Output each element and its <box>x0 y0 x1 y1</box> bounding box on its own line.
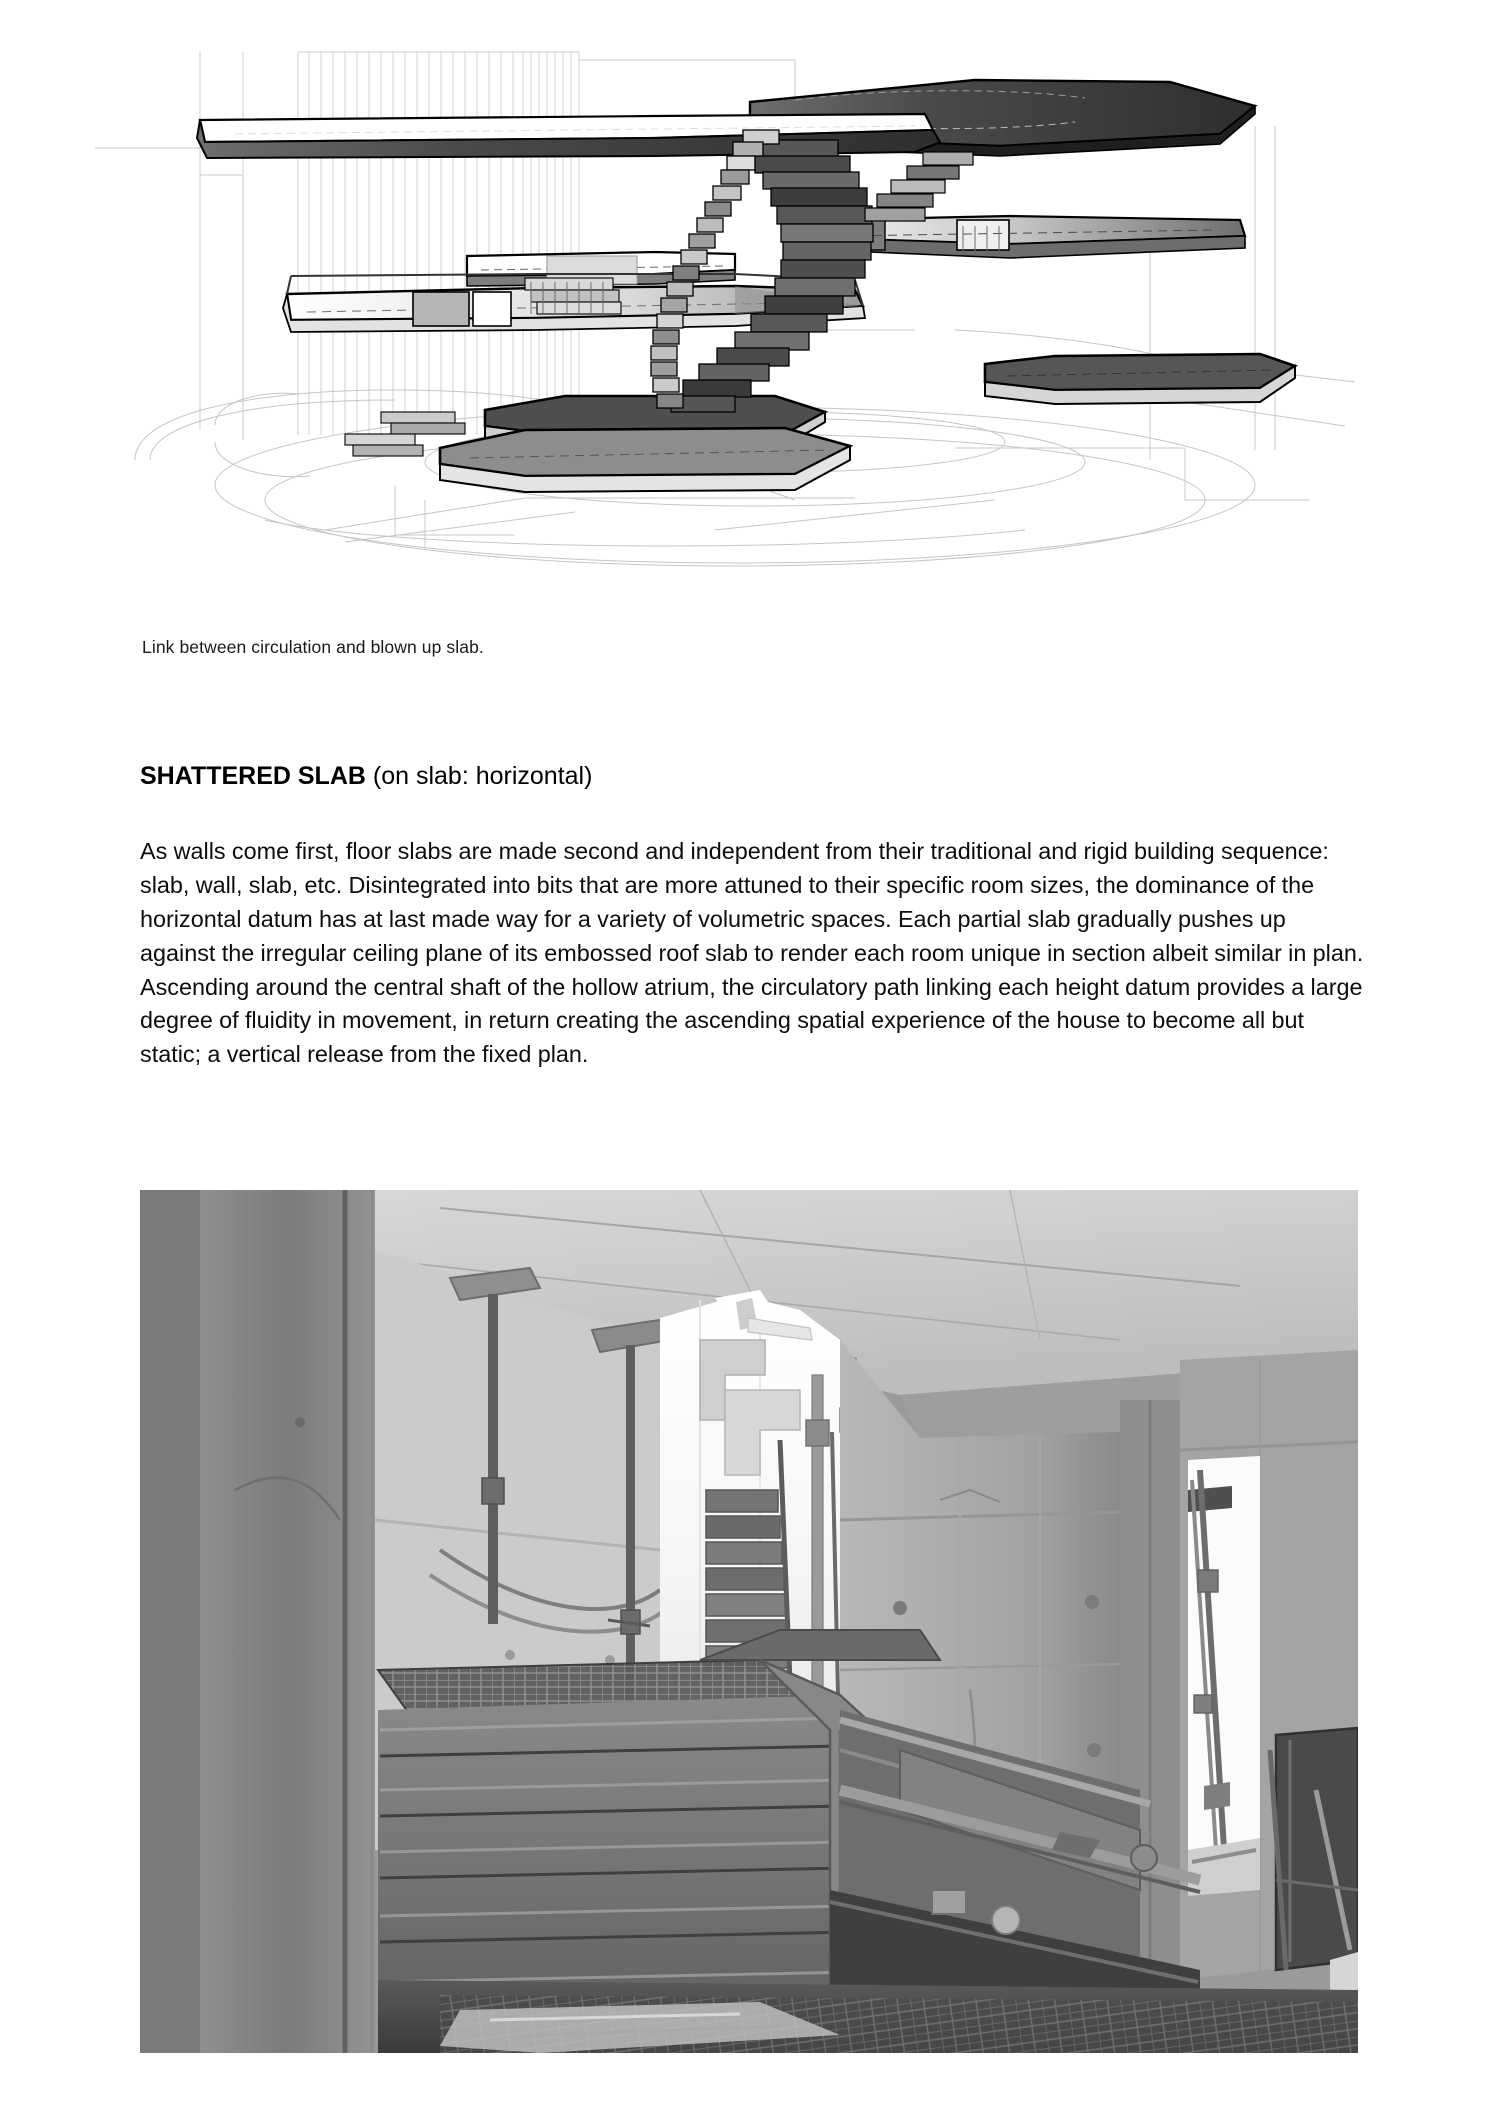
construction-photograph-svg <box>140 1190 1358 2053</box>
slab-level-6 <box>985 354 1295 404</box>
left-concrete-column <box>140 1190 375 2053</box>
architectural-diagram-figure <box>95 30 1415 610</box>
section-heading-keyword: SHATTERED SLAB <box>140 761 366 790</box>
slab-level-3 <box>825 216 1245 258</box>
section-heading-qualifier: (on slab: horizontal) <box>365 761 593 790</box>
far-right-room <box>1180 1350 1358 1995</box>
wireframe-fin-lines <box>200 52 579 435</box>
architectural-diagram-svg <box>95 30 1415 610</box>
slab-level-8 <box>440 428 850 492</box>
construction-photograph-figure <box>140 1190 1358 2053</box>
figure-caption-top: Link between circulation and blown up slab. <box>142 637 484 657</box>
section-body-paragraph: As walls come first, floor slabs are made second and independent from their traditional and rigid building sequence: slab, wall, slab, etc. Disintegrated into bits that are more attuned to their specific room sizes, the dominance of the horizontal datum has at last made way for a variety of volumetric spaces. Each partial slab gradually pushes up against the irregular ceiling plane of its embossed roof slab to render each room unique in section albeit similar in plan. Ascending around the central shaft of the hollow atrium, the circulatory path linking each height datum provides a large degree of fluidity in movement, in return creating the ascending spatial experience of the house to become all but static; a vertical release from the fixed plan. <box>140 838 1364 1068</box>
foreground-floor-rebar <box>378 1980 1358 2053</box>
section-heading <box>140 761 592 792</box>
stair-treads-right-link <box>865 152 973 221</box>
